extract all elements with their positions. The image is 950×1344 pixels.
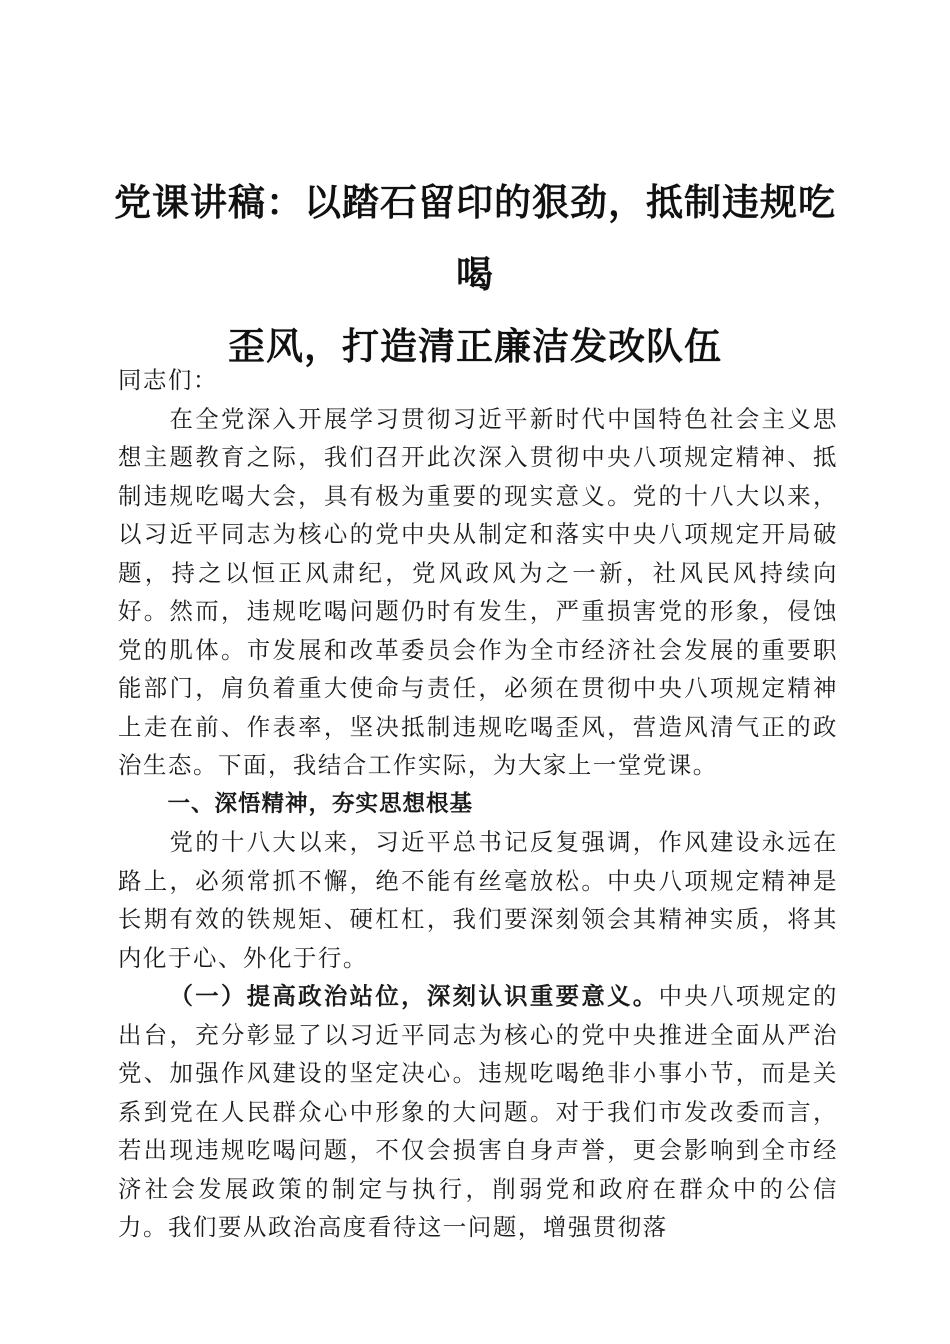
document-title bbox=[100, 166, 850, 382]
document-body bbox=[118, 361, 838, 1247]
subsection-text: 中央八项规定的出台，充分彰显了以习近平同志为核心的党中央推进全面从严治党、加强作风建设的坚定决心。违规吃喝绝非小事小节，而是关系到党在人民群众心中形象的大问题。对于我们市发改委而言，若出现违规吃喝问题，不仅会损害自身声誉，更会影响到全市经济社会发展政策的制定与执行，削弱党和政府在群众中的公信力。我们要从政治高度看待这一问题，增强贯彻落 bbox=[118, 982, 839, 1241]
salutation: 同志们： bbox=[118, 366, 218, 394]
title-line-2: 歪风，打造清正廉洁发改队伍 bbox=[228, 324, 722, 368]
paragraph-intro: 在全党深入开展学习贯彻习近平新时代中国特色社会主义思想主题教育之际，我们召开此次深入贯彻中央八项规定精神、抵制违规吃喝大会，具有极为重要的现实意义。党的十八大以来，以习近平同志为核心的党中央从制定和落实中央八项规定开局破题，持之以恒正风肃纪，党风政风为之一新，社风民风持续向好。然而，违规吃喝问题仍时有发生，严重损害党的形象，侵蚀党的肌体。市发展和改革委员会作为全市经济社会发展的重要职能部门，肩负着重大使命与责任，必须在贯彻中央八项规定精神上走在前、作表率，坚决抵制违规吃喝歪风，营造风清气正的政治生态。下面，我结合工作实际，为大家上一堂党课。 bbox=[118, 404, 838, 779]
paragraph-section-1: 党的十八大以来，习近平总书记反复强调，作风建设永远在路上，必须常抓不懈，绝不能有丝毫放松。中央八项规定精神是长期有效的铁规矩、硬杠杠，我们要深刻领会其精神实质，将其内化于心、外化于行。 bbox=[118, 828, 838, 972]
section-heading-1: 一、深悟精神，夯实思想根基 bbox=[167, 790, 474, 817]
paragraph-subsection-1 bbox=[118, 977, 838, 1247]
title-line-1: 党课讲稿：以踏石留印的狠劲，抵制违规吃喝 bbox=[114, 180, 836, 296]
subsection-lead: （一）提高政治站位，深刻认识重要意义。 bbox=[169, 982, 659, 1010]
